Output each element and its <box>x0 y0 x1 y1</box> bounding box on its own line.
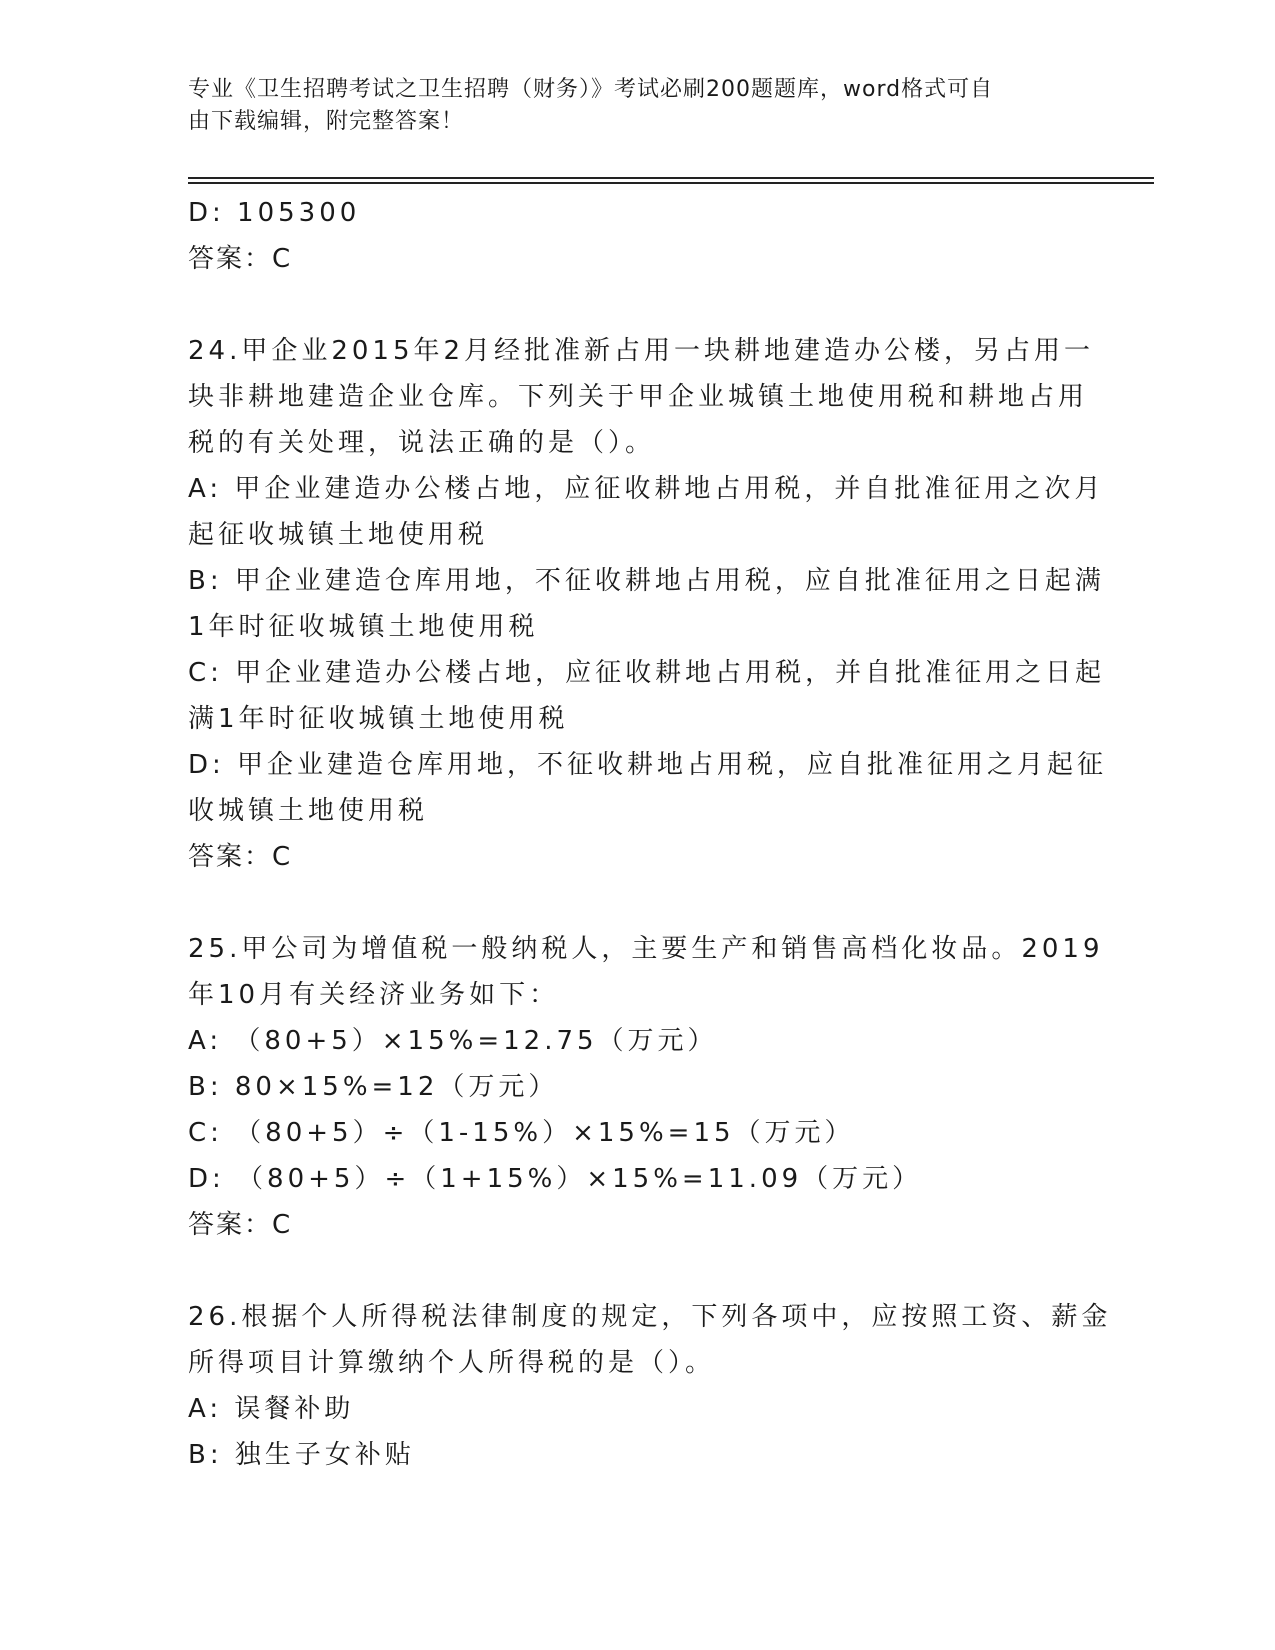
q26-stem-1: 26.根据个人所得税法律制度的规定，下列各项中，应按照工资、薪金 <box>188 1302 1112 1332</box>
q25-stem-2: 年10月有关经济业务如下： <box>188 980 560 1010</box>
spacer <box>188 1248 1068 1294</box>
q24-stem-2: 块非耕地建造企业仓库。下列关于甲企业城镇土地使用税和耕地占用 <box>188 382 1089 412</box>
header-divider-bottom <box>188 182 1154 184</box>
document-header <box>188 74 1068 138</box>
q26-option-b: B: 独生子女补贴 <box>188 1440 415 1470</box>
spacer <box>188 880 1068 926</box>
q26-option-a: A: 误餐补助 <box>188 1394 355 1424</box>
q24-option-b-1: B: 甲企业建造仓库用地，不征收耕地占用税，应自批准征用之日起满 <box>188 566 1105 596</box>
q24-option-c-2: 满1年时征收城镇土地使用税 <box>188 704 569 734</box>
header-line-2: 由下载编辑，附完整答案！ <box>188 109 465 134</box>
header-line-1: 专业《卫生招聘考试之卫生招聘（财务）》考试必刷200题题库，word格式可自 <box>188 77 994 102</box>
q25-answer: 答案：C <box>188 1210 293 1240</box>
q24-answer: 答案：C <box>188 842 293 872</box>
q25-option-b: B: 80×15%=12（万元） <box>188 1072 559 1102</box>
q25-option-a: A: （80+5）×15%=12.75（万元） <box>188 1026 718 1056</box>
q25-option-d: D: （80+5）÷（1+15%）×15%=11.09（万元） <box>188 1164 923 1194</box>
q25-stem-1: 25.甲公司为增值税一般纳税人，主要生产和销售高档化妆品。2019 <box>188 934 1104 964</box>
prev-option-d: D: 105300 <box>188 198 361 228</box>
q24-option-a-2: 起征收城镇土地使用税 <box>188 520 489 550</box>
q24-stem-1: 24.甲企业2015年2月经批准新占用一块耕地建造办公楼，另占用一 <box>188 336 1095 366</box>
q24-option-c-1: C: 甲企业建造办公楼占地，应征收耕地占用税，并自批准征用之日起 <box>188 658 1106 688</box>
q24-option-d-1: D: 甲企业建造仓库用地，不征收耕地占用税，应自批准征用之月起征 <box>188 750 1108 780</box>
q26-stem-2: 所得项目计算缴纳个人所得税的是（）。 <box>188 1348 716 1378</box>
q25-option-c: C: （80+5）÷（1-15%）×15%=15（万元） <box>188 1118 855 1148</box>
question-content <box>188 190 1112 1478</box>
q24-option-d-2: 收城镇土地使用税 <box>188 796 429 826</box>
spacer <box>188 282 1068 328</box>
q24-option-a-1: A: 甲企业建造办公楼占地，应征收耕地占用税，并自批准征用之次月 <box>188 474 1105 504</box>
q24-option-b-2: 1年时征收城镇土地使用税 <box>188 612 539 642</box>
header-divider-top <box>188 177 1154 179</box>
q24-stem-3: 税的有关处理，说法正确的是（）。 <box>188 428 656 458</box>
prev-answer: 答案：C <box>188 244 293 274</box>
